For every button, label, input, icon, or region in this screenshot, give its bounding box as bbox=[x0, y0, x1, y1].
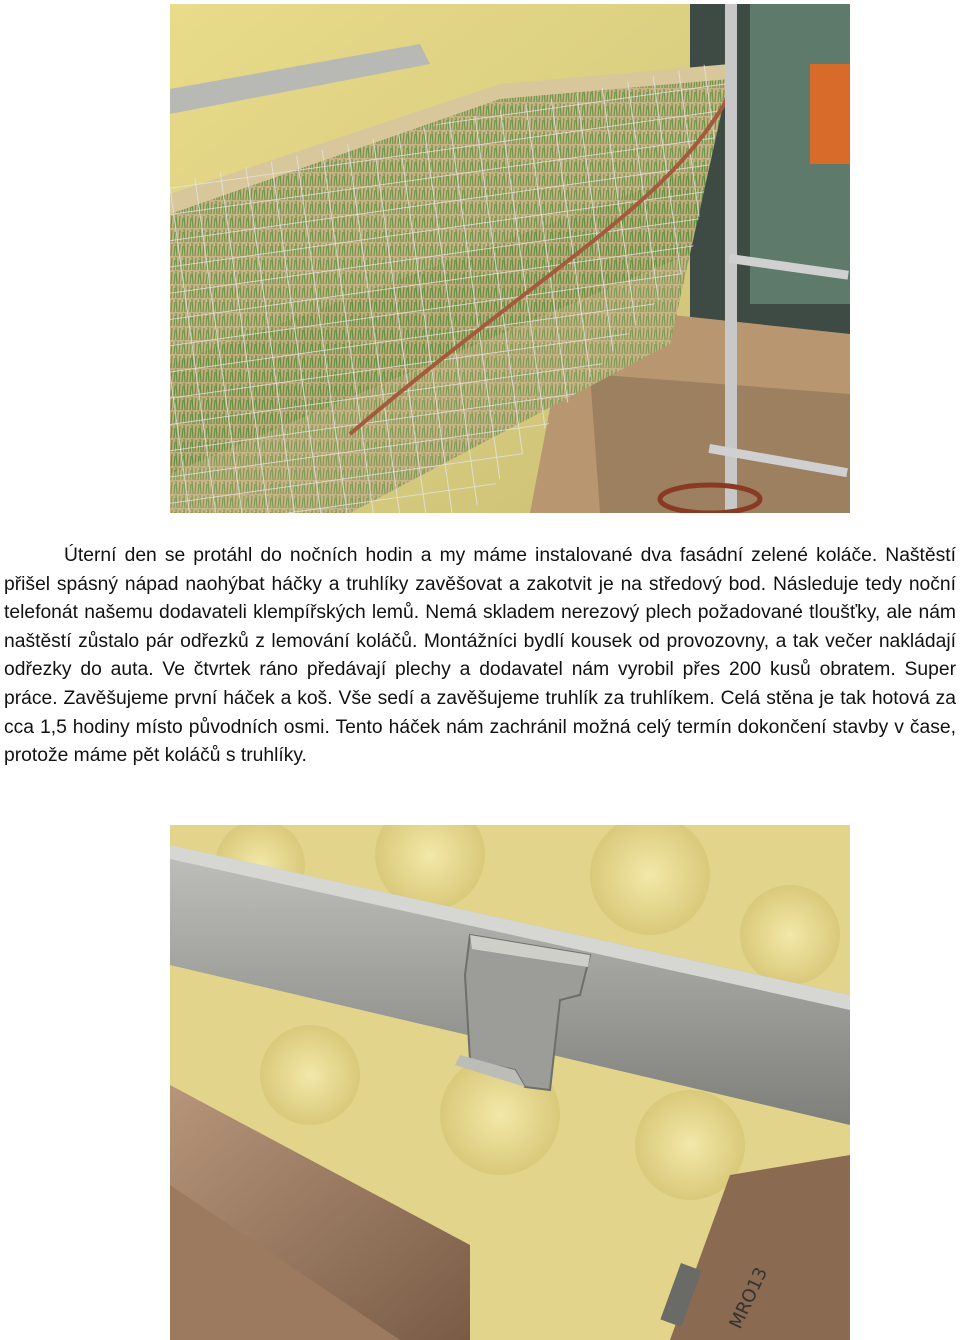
photo-steel-hook bbox=[170, 825, 850, 1340]
deck-shadow bbox=[590, 374, 850, 513]
steel-hook-photo-svg bbox=[170, 825, 850, 1340]
photo-green-wall-modules bbox=[170, 4, 850, 513]
article-paragraph: Úterní den se protáhl do nočních hodin a my máme instalované dva fasádní zelené koláče. Naštěstí přišel spásný nápad naohýbat háčky a truhlíky zavěšovat a zakotvit je na středový bod. Následuje tedy noční telefonát našemu dodavateli klempířských lemů. Nemá skladem nerezový plech požadované tloušťky, ale nám naštěstí zůstalo pár odřezků z lemování koláčů. Montážníci bydlí kousek od provozovny, a tak večer nakládají odřezky do auta. Ve čtvrtek ráno předávají plechy a dodavatel nám vyrobil přes 200 kusů obratem. Super práce. Zavěšujeme první háček a koš. Vše sedí a zavěšujeme truhlík za truhlíkem. Celá stěna je tak hotová za cca 1,5 hodiny místo původních osmi. Tento háček nám zachránil možná celý termín dokončení stavby v čase, protože máme pět koláčů s truhlíky. bbox=[4, 545, 956, 767]
article-text bbox=[4, 542, 956, 771]
green-wall-photo-svg bbox=[170, 4, 850, 513]
board-marking: MRO13 bbox=[725, 1264, 773, 1333]
worker-figure bbox=[810, 64, 850, 164]
